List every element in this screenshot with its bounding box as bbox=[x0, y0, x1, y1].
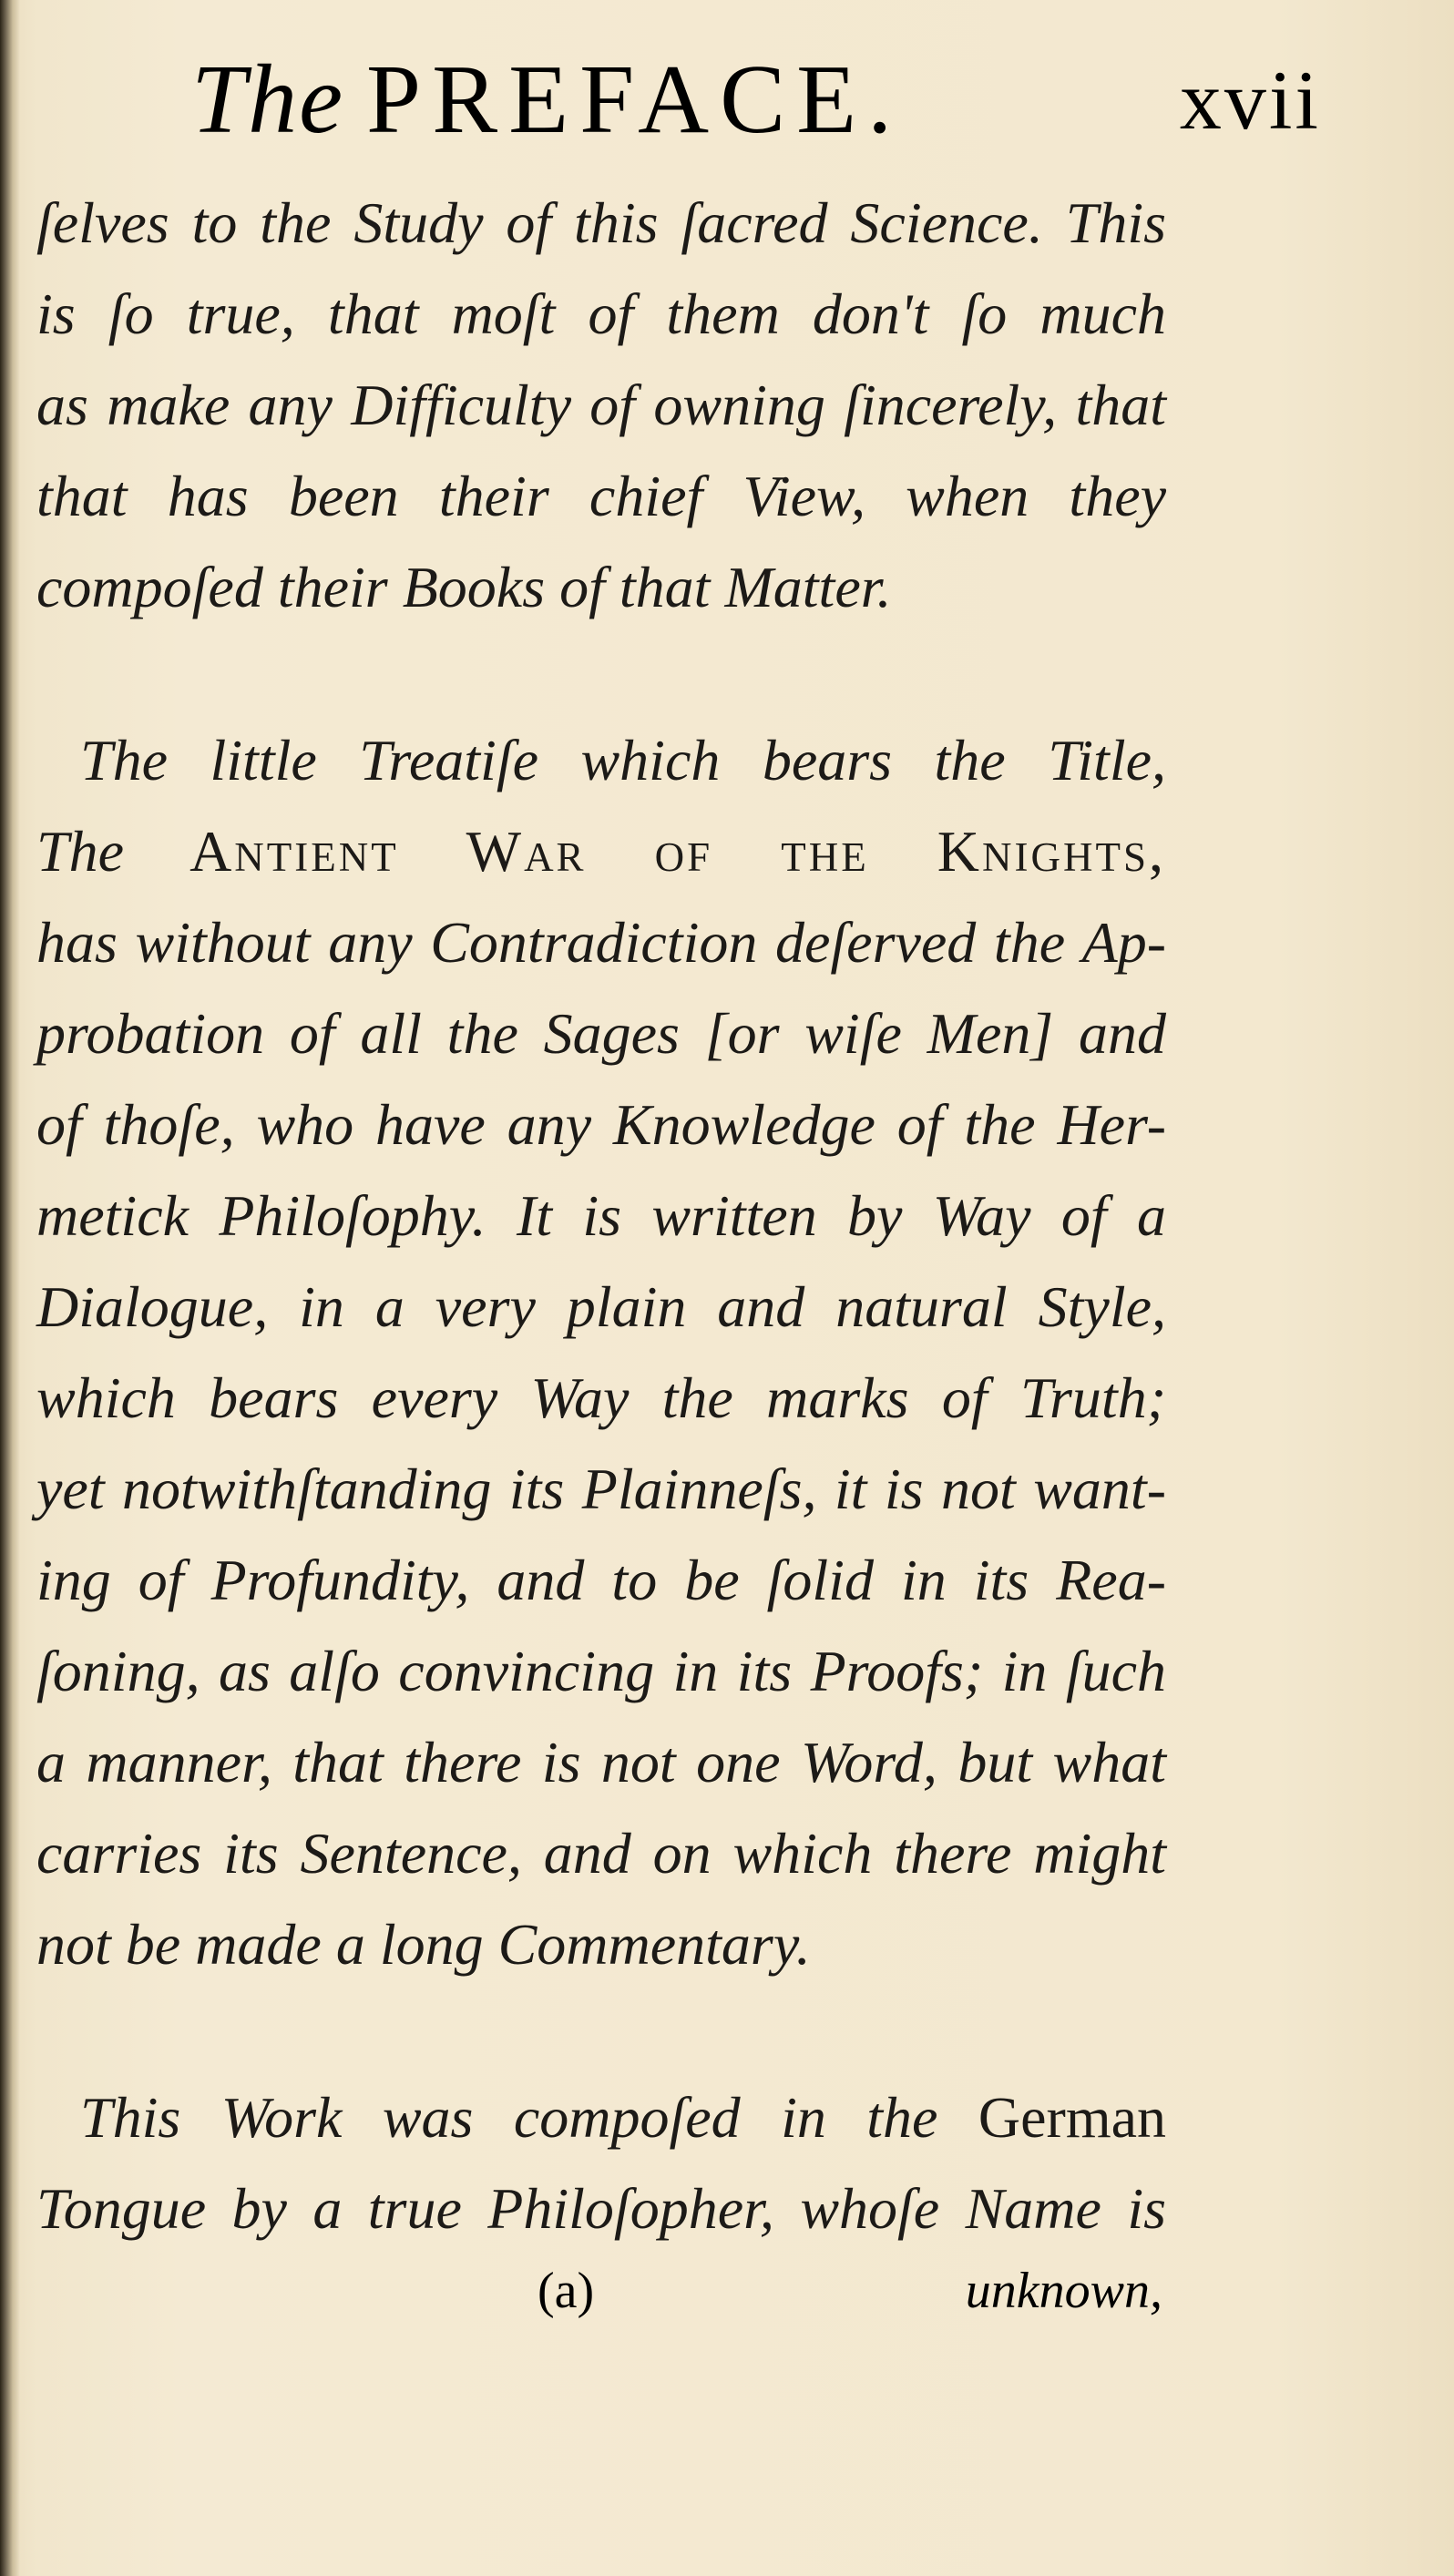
catchword: unknown, bbox=[965, 2263, 1162, 2319]
text-line: of thoſe, who have any Knowledge of the Her- bbox=[36, 1092, 1166, 1157]
text-line bbox=[80, 2077, 1166, 2159]
text-line: not be made a long Commentary. bbox=[36, 1912, 811, 1977]
text-line: ing of Profundity, and to be ſolid in its Rea- bbox=[36, 1548, 1166, 1612]
text-line: The little Treatiſe which bears the Title, bbox=[80, 728, 1166, 792]
text-span: This Work was compoſed in the bbox=[80, 2085, 938, 2150]
text-span: The bbox=[36, 819, 124, 884]
text-line: compoſed their Books of that Matter. bbox=[36, 555, 892, 619]
page-gutter bbox=[0, 0, 20, 2576]
text-line: as make any Difficulty of owning ſincerely, that bbox=[36, 373, 1166, 437]
text-line: ſelves to the Study of this ſacred Science. This bbox=[36, 190, 1166, 255]
text-line: is ſo true, that moſt of them don't ſo much bbox=[36, 281, 1166, 346]
text-line: yet notwithſtanding its Plainneſs, it is not want- bbox=[36, 1457, 1166, 1521]
signature-mark: (a) bbox=[538, 2263, 595, 2319]
text-line: that has been their chief View, when they bbox=[36, 464, 1166, 528]
text-line bbox=[36, 811, 1166, 893]
running-head bbox=[191, 36, 1321, 164]
page-number: xvii bbox=[1179, 54, 1321, 147]
text-line: probation of all the Sages [or wiſe Men] and bbox=[36, 1001, 1166, 1066]
title-article: The bbox=[191, 46, 344, 154]
page-title bbox=[191, 36, 903, 164]
text-line: ſoning, as alſo convincing in its Proofs; in ſuch bbox=[36, 1639, 1166, 1703]
text-line: a manner, that there is not one Word, but what bbox=[36, 1730, 1166, 1794]
text-line: metick Philoſophy. It is written by Way of a bbox=[36, 1183, 1166, 1248]
roman-word: German bbox=[978, 2085, 1167, 2150]
text-line: Tongue by a true Philoſopher, whoſe Name is bbox=[36, 2176, 1166, 2241]
book-title: Antient War of the Knights, bbox=[189, 819, 1166, 884]
text-line: has without any Contradiction deſerved the Ap- bbox=[36, 910, 1166, 975]
text-line: Dialogue, in a very plain and natural Style, bbox=[36, 1274, 1166, 1339]
text-line: carries its Sentence, and on which there might bbox=[36, 1821, 1166, 1886]
title-word: PREFACE. bbox=[366, 46, 904, 154]
text-line: which bears every Way the marks of Truth; bbox=[36, 1365, 1166, 1430]
